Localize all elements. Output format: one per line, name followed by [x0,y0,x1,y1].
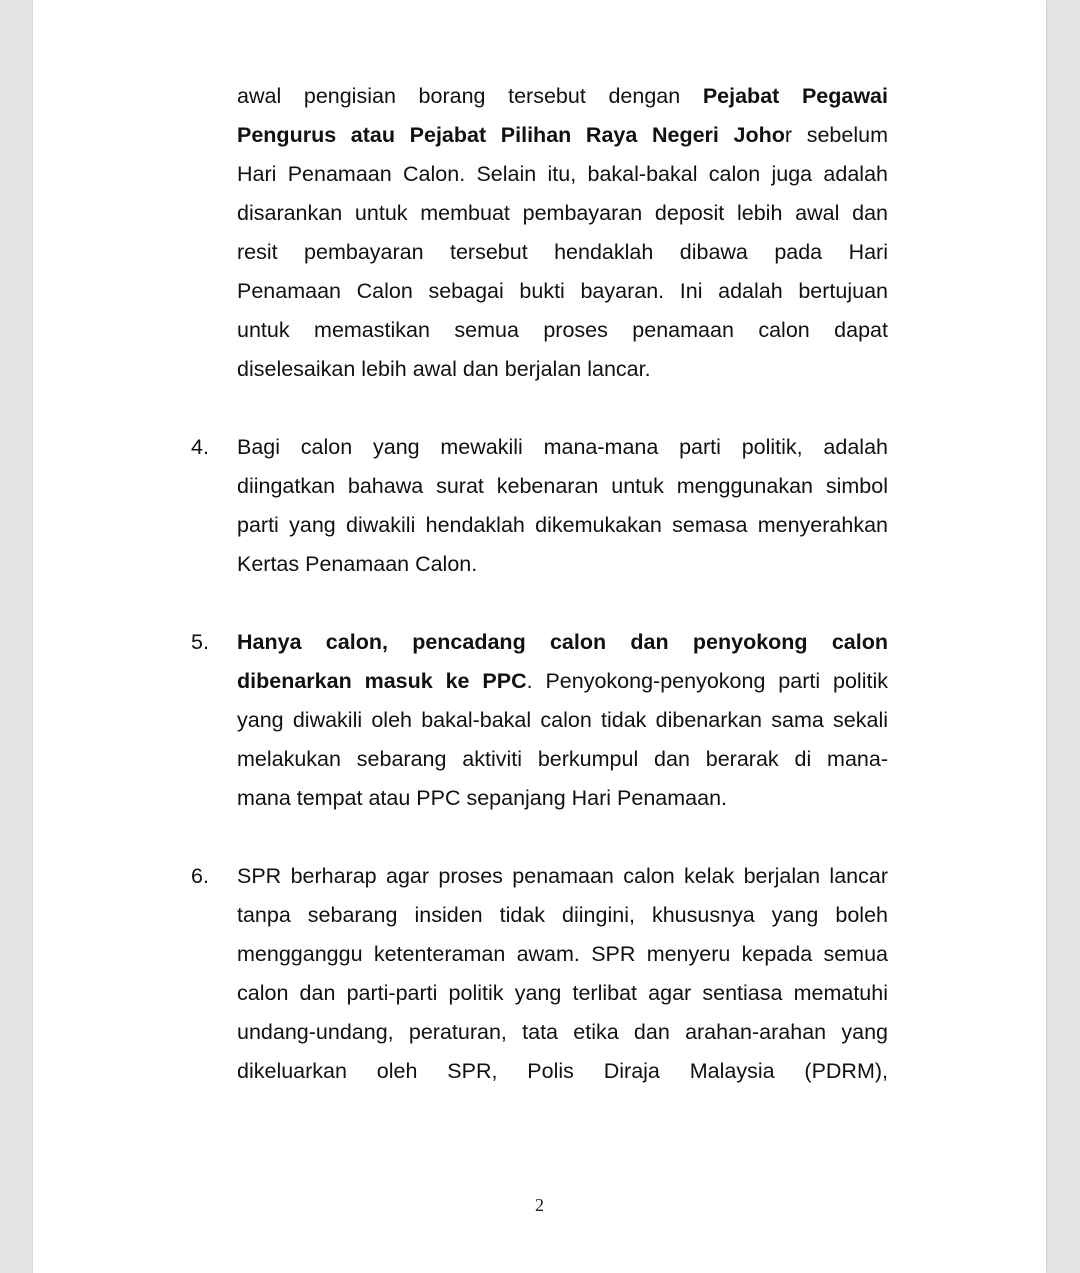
text-line [237,662,888,701]
viewer-background-right [1046,0,1080,1273]
text-run: untuk memastikan semua proses penamaan calon dapat [237,318,888,342]
text-line [237,623,888,662]
text-run: dikeluarkan oleh SPR, Polis Diraja Malaysia (PDRM), [237,1059,888,1083]
bold-text-run: dibenarkan masuk ke PPC [237,669,527,693]
text-run: parti yang diwakili hendaklah dikemukakan semasa menyerahkan [237,513,888,537]
bold-text-run: Pengurus atau Pejabat Pilihan Raya Negeri Joho [237,123,785,147]
text-line [237,233,888,272]
text-line [237,701,888,740]
text-line [237,77,888,116]
text-run: SPR berharap agar proses penamaan calon kelak berjalan lancar [237,864,888,888]
text-line [237,311,888,350]
text-line [237,896,888,935]
text-run: Penamaan Calon sebagai bukti bayaran. Ini adalah bertujuan [237,279,888,303]
bold-text-run: Hanya calon, pencadang calon dan penyokong calon [237,630,888,654]
text-run: Kertas Penamaan Calon. [237,552,478,576]
text-run: Bagi calon yang mewakili mana-mana parti politik, adalah [237,435,888,459]
text-run: awal pengisian borang tersebut dengan [237,84,703,108]
text-line [237,506,888,545]
document-page [33,0,1046,1273]
text-line [237,350,888,389]
item-number: 6. [191,864,209,888]
text-run: r sebelum [784,123,888,147]
text-run: tanpa sebarang insiden tidak diingini, khususnya yang boleh [237,903,888,927]
text-line [237,194,888,233]
text-run: resit pembayaran tersebut hendaklah dibawa pada Hari [237,240,888,264]
viewer-background-left [0,0,33,1273]
text-run: yang diwakili oleh bakal-bakal calon tidak dibenarkan sama sekali [237,708,888,732]
text-line [237,272,888,311]
item-number: 4. [191,435,209,459]
text-run: . Penyokong-penyokong parti politik [526,669,888,693]
text-run: melakukan sebarang aktiviti berkumpul dan berarak di mana- [237,747,888,771]
text-run: mana tempat atau PPC sepanjang Hari Penamaan. [237,786,728,810]
text-line [237,1013,888,1052]
text-line [237,1052,888,1091]
text-run: calon dan parti-parti politik yang terlibat agar sentiasa mematuhi [237,981,888,1005]
text-run: Hari Penamaan Calon. Selain itu, bakal-bakal calon juga adalah [237,162,888,186]
bold-text-run: Pejabat Pegawai [702,84,888,108]
text-run: diingatkan bahawa surat kebenaran untuk menggunakan simbol [237,474,888,498]
text-line [237,974,888,1013]
text-line [237,116,888,155]
text-run: mengganggu ketenteraman awam. SPR menyeru kepada semua [237,942,888,966]
text-run: diselesaikan lebih awal dan berjalan lancar. [237,357,651,381]
item-number: 5. [191,630,209,654]
text-line [237,857,888,896]
text-run: undang-undang, peraturan, tata etika dan arahan-arahan yang [237,1020,888,1044]
page-number: 2 [535,1195,544,1215]
text-line [237,779,888,818]
text-line [237,545,888,584]
text-line [237,935,888,974]
text-line [237,428,888,467]
text-line [237,740,888,779]
text-line [237,155,888,194]
text-run: disarankan untuk membuat pembayaran deposit lebih awal dan [237,201,888,225]
text-line [237,467,888,506]
